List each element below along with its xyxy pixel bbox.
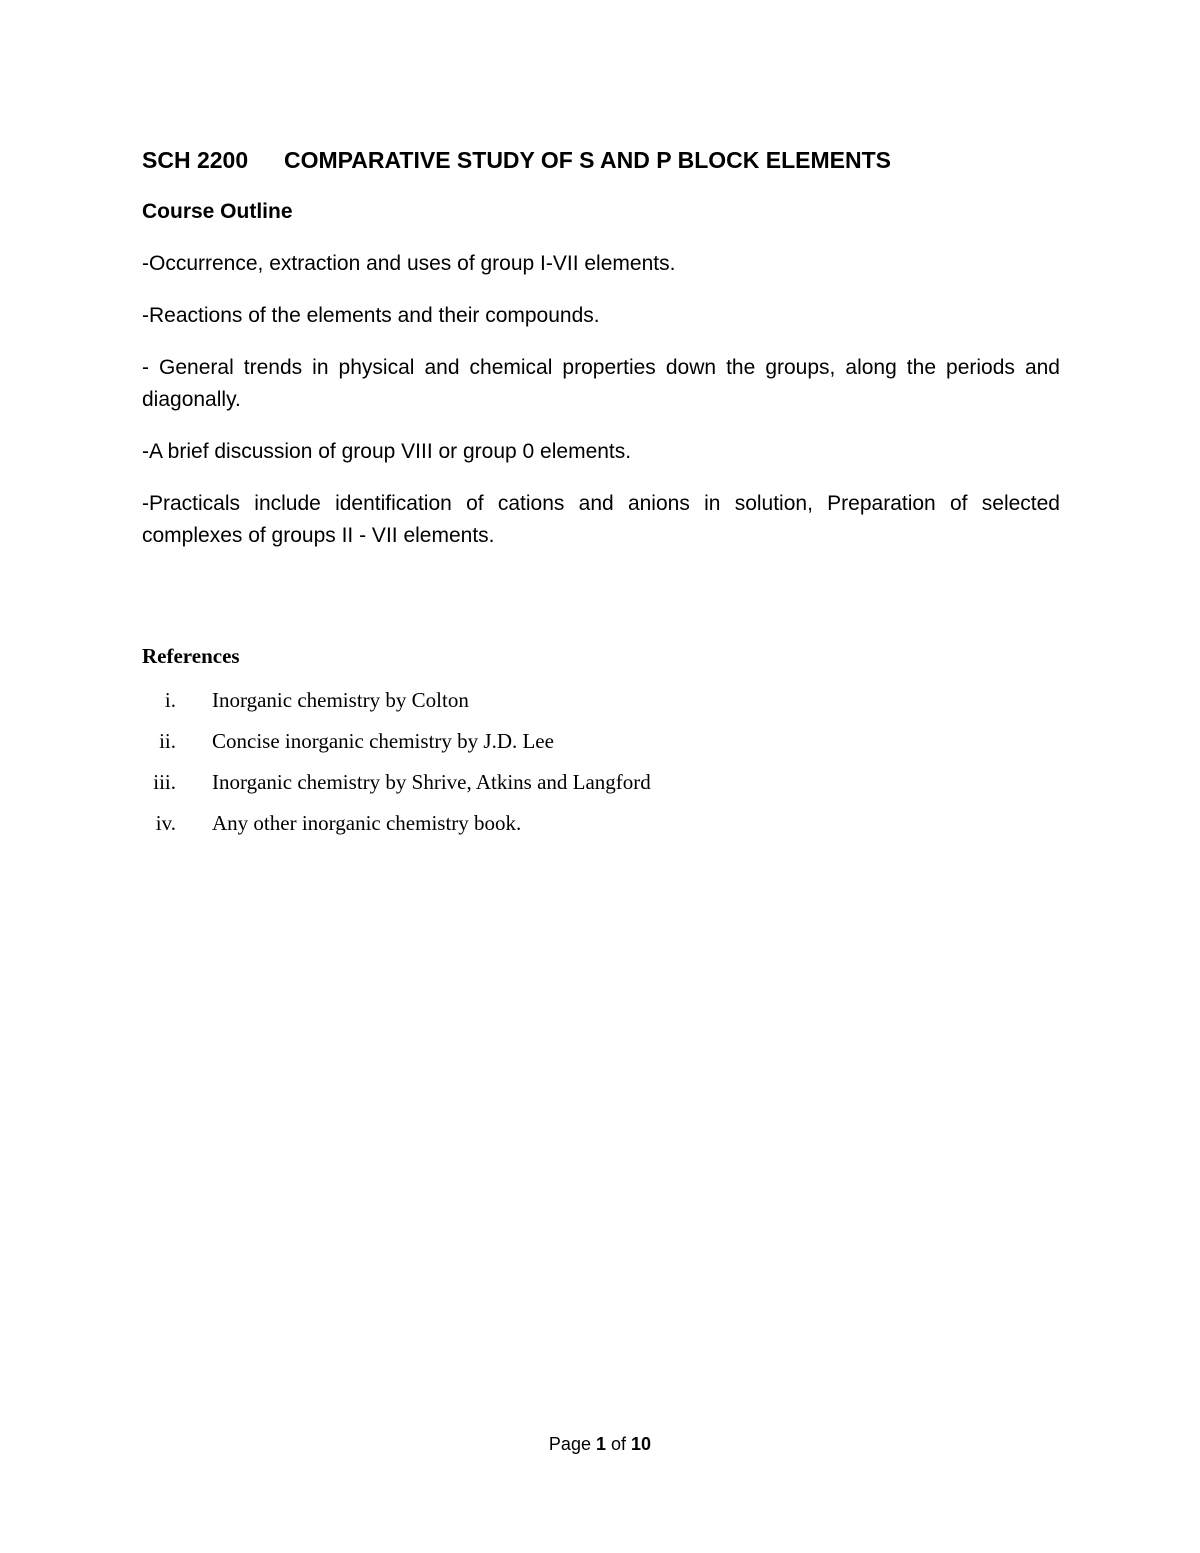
course-code: SCH 2200 <box>142 147 249 173</box>
references-section <box>142 640 1042 848</box>
list-item <box>142 684 1042 725</box>
course-title: COMPARATIVE STUDY OF S AND P BLOCK ELEMENTS <box>284 147 891 173</box>
reference-number: iv. <box>155 811 176 835</box>
reference-text: Inorganic chemistry by Colton <box>212 688 469 712</box>
page-label: Page <box>548 1434 591 1454</box>
page-title <box>142 140 1060 180</box>
list-item <box>142 766 1042 807</box>
list-item <box>142 725 1042 766</box>
reference-text: Inorganic chemistry by Shrive, Atkins and Langford <box>212 770 651 794</box>
references-heading: References <box>142 644 240 668</box>
outline-item-group-viii: -A brief discussion of group VIII or group 0 elements. <box>142 440 632 463</box>
outline-heading: Course Outline <box>142 200 293 223</box>
page-footer <box>0 1430 1200 1458</box>
of-label: of <box>611 1434 627 1454</box>
course-outline-section <box>142 140 1060 572</box>
outline-item-practicals: -Practicals include identification of cations and anions in solution, Preparation of selected complexes of groups II - VII elements. <box>142 492 1060 547</box>
reference-number: iii. <box>153 770 176 794</box>
outline-item-occurrence: -Occurrence, extraction and uses of group I-VII elements. <box>142 252 676 275</box>
list-item <box>142 807 1042 848</box>
reference-text: Any other inorganic chemistry book. <box>212 811 522 835</box>
outline-item-reactions: -Reactions of the elements and their compounds. <box>142 304 600 327</box>
reference-text: Concise inorganic chemistry by J.D. Lee <box>212 729 554 753</box>
reference-number: ii. <box>159 729 176 753</box>
reference-number: i. <box>164 688 176 712</box>
references-list <box>142 684 1042 848</box>
outline-item-trends: - General trends in physical and chemical properties down the groups, along the periods and diagonally. <box>142 356 1060 411</box>
page-total: 10 <box>631 1434 652 1454</box>
page-number: 1 <box>595 1434 606 1454</box>
